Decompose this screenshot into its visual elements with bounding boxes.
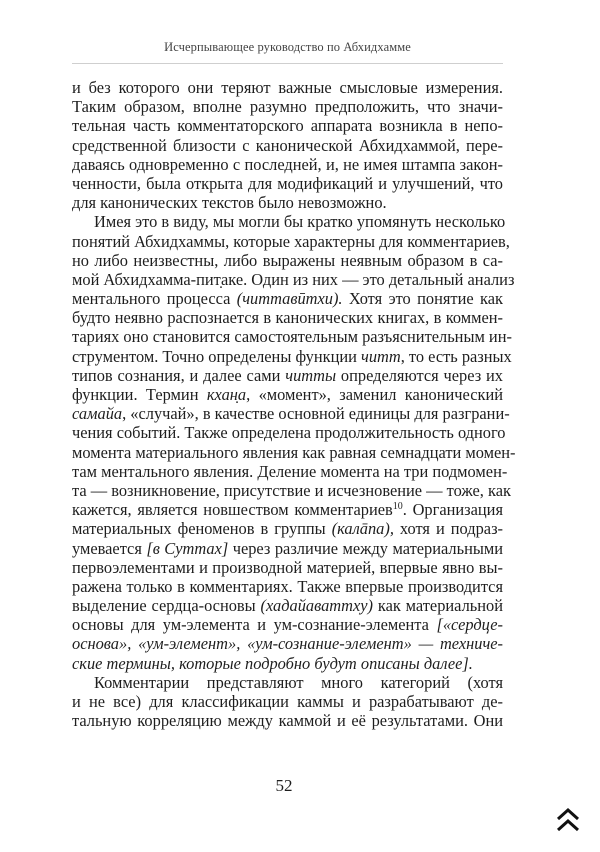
text-run: ченности, была открыта для модификаций и улучшений, что: [72, 173, 503, 193]
text-run: струментом. Точно определены функции: [72, 346, 361, 366]
text-line: [72, 155, 503, 174]
text-line: [72, 269, 515, 289]
text-line: [72, 500, 503, 519]
italic-term: основа», «ум-элемент», «ум-сознание-элемент» — техниче-: [72, 634, 503, 654]
text-line: [72, 346, 512, 366]
text-line: [72, 116, 503, 135]
text-line: [72, 97, 503, 116]
text-line: [72, 654, 503, 673]
text-run: момента материального явления как равная семнадцати момен-: [72, 442, 516, 462]
text-run: мой Абхидхамма-пит̣аке. Один из них — это детальный анализ: [72, 269, 515, 289]
text-run: хотя и подраз-: [393, 519, 503, 539]
text-line: [72, 634, 503, 653]
text-run: но либо неизвестны, либо выражены неявным образом в са-: [72, 250, 503, 270]
text-run: через различие между материальными: [228, 538, 503, 558]
text-run: умевается: [72, 538, 147, 558]
text-run: понятий Абхидхаммы, которые характерны для комментариев,: [72, 231, 510, 251]
italic-term: читты: [285, 365, 337, 385]
text-line: [72, 212, 506, 232]
paragraph: [72, 78, 503, 212]
text-line: [72, 231, 510, 251]
text-line: [72, 596, 503, 615]
text-line: [72, 251, 503, 270]
italic-term: (калāпа),: [331, 519, 394, 539]
text-line: [72, 423, 506, 443]
text-line: [72, 366, 503, 385]
text-line: [72, 480, 511, 500]
text-run: будто неявно распознается в канонических книгах, в коммен-: [72, 308, 503, 328]
text-run: и без которого они теряют важные смысловые измерения.: [72, 78, 503, 97]
italic-term: (хадайаваттху): [260, 596, 373, 616]
text-run: выделение сердца-основы: [72, 596, 261, 616]
text-run: определяются через их: [336, 365, 504, 385]
italic-term: самайа: [72, 404, 123, 424]
text-run: чения событий. Также определена продолжительность одного: [72, 423, 506, 443]
text-run: типов сознания, и далее сами: [72, 365, 286, 385]
text-line: [72, 558, 503, 577]
footnote-ref[interactable]: 10: [392, 501, 403, 513]
text-line: [72, 673, 503, 692]
italic-term: кхан̣а: [206, 385, 247, 404]
text-line: [72, 711, 503, 730]
text-run: первоэлементами и производной материей, впервые явно вы-: [72, 557, 503, 577]
text-run: основы для ум-элемента и ум-сознание-элемента: [72, 615, 437, 635]
paragraph: [72, 212, 516, 673]
italic-term: ские термины, которые подробно будут описаны далее].: [72, 653, 473, 673]
text-run: даваясь одновременно с последней, и, не имея штампа закон-: [72, 154, 503, 174]
text-run: , то есть разных: [400, 346, 512, 366]
text-run: Хотя это понятие как: [342, 289, 503, 309]
text-run: там ментального явления. Деление момента на три подмомен-: [72, 461, 508, 481]
text-line: [72, 327, 512, 347]
italic-term: читт: [361, 346, 401, 366]
text-run: материальных феноменов в группы: [72, 519, 332, 539]
text-line: [72, 442, 516, 462]
paragraph: [72, 673, 503, 731]
text-run: Имея это в виду, мы могли бы кратко упомянуть несколько: [94, 212, 506, 232]
text-line: [72, 193, 503, 212]
text-line: [72, 289, 503, 308]
text-run: кажется, является новшеством комментариев: [72, 500, 393, 520]
running-header: Исчерпывающее руководство по Абхидхамме: [164, 40, 411, 54]
header-rule: [72, 63, 503, 64]
text-run: тальную корреляцию между каммой и её результатами. Они: [72, 711, 503, 731]
text-line: [72, 174, 503, 193]
text-line: [72, 615, 503, 634]
text-line: [72, 78, 503, 97]
scroll-to-top-button[interactable]: [555, 806, 581, 834]
page-number-label: 52: [275, 776, 293, 795]
text-run: тариях оно становится самостоятельным разъяснительным ин-: [72, 327, 512, 347]
text-run: . Организация: [402, 500, 503, 520]
text-line: [72, 461, 508, 481]
text-run: тельная часть комментаторского аппарата возникла в непо-: [72, 116, 503, 136]
italic-term: [в Суттах]: [146, 538, 229, 558]
text-run: как материальной: [373, 596, 503, 616]
text-line: [72, 404, 510, 424]
text-run: средственной близости с канонической Абхидхаммой, пере-: [72, 135, 503, 155]
text-run: ментального процесса: [72, 289, 237, 309]
text-line: [72, 577, 503, 596]
text-run: , «момент», заменил канонический: [246, 385, 503, 404]
text-run: функции. Термин: [72, 385, 207, 404]
text-line: [72, 136, 503, 155]
text-run: и не все) для классификации каммы и разрабатывают де-: [72, 692, 503, 711]
text-run: ражена только в комментариях. Также впервые производится: [72, 576, 503, 596]
text-run: Комментарии представляют много категорий (хотя: [94, 672, 503, 692]
italic-term: (читтавӣтхи).: [236, 289, 343, 309]
italic-term: [«сердце-: [436, 615, 503, 635]
text-run: Таким образом, вполне разумно предположить, что значи-: [72, 97, 503, 117]
text-line: [72, 539, 503, 558]
text-line: [72, 308, 503, 327]
double-chevron-up-icon: [555, 806, 581, 834]
text-run: для канонических текстов было невозможно.: [72, 193, 387, 213]
body-text: [72, 78, 516, 731]
page-number: [0, 776, 600, 796]
text-run: , «случай», в качестве основной единицы для разграни-: [122, 404, 510, 424]
text-line: [72, 519, 503, 538]
text-run: та — возникновение, присутствие и исчезновение — тоже, как: [72, 480, 511, 500]
text-line: [72, 385, 503, 404]
text-line: [72, 692, 503, 711]
